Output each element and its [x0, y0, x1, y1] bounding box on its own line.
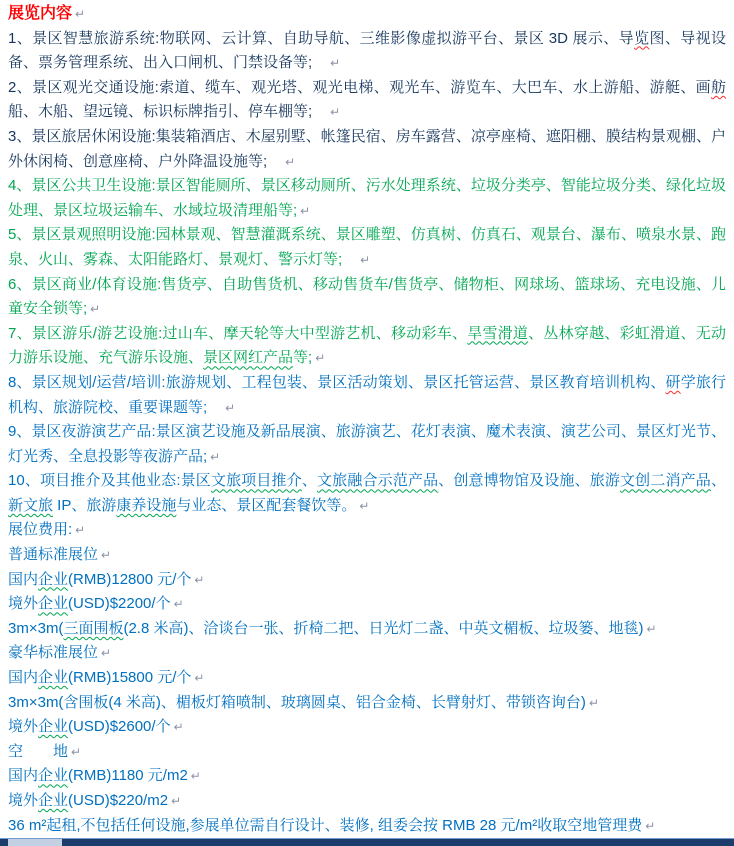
text-run: 康养设施: [116, 496, 177, 514]
raw-space-overseas-price[interactable]: [8, 789, 726, 814]
text-run: 境外: [8, 595, 39, 613]
text-run: (RMB)1180 元/m2: [68, 767, 188, 785]
deluxe-booth-overseas-price[interactable]: [8, 715, 726, 740]
list-item-10[interactable]: [8, 469, 726, 518]
text-run: 新文旅: [8, 496, 54, 514]
deluxe-booth-spec[interactable]: [8, 691, 726, 716]
text-run: 企业: [38, 570, 69, 588]
standard-booth-overseas-price[interactable]: [8, 592, 726, 617]
text-run: 6、景区商业/体育设施:售货亭、自助售货机、移动售货车/售货亭、储物柜、网球场、篮球场、充电设施、儿童安全锁等;: [8, 275, 726, 318]
text-run: 舫: [710, 78, 726, 96]
paragraph-mark: ↵: [171, 794, 182, 808]
standard-booth-domestic-price[interactable]: [8, 568, 726, 593]
text-run: 等;: [293, 349, 313, 367]
text-run: 、: [301, 472, 318, 490]
text-run: 1、景区智慧旅游系统:物联网、云计算、自助导航、三维影像虚拟游平台、景区 3D 展示、导: [8, 29, 635, 47]
text-run: 企业: [38, 792, 69, 809]
text-run: 普通标准展位: [8, 546, 99, 564]
list-item-8[interactable]: [8, 371, 726, 420]
paragraph-mark: ↵: [588, 695, 599, 710]
paragraph-mark: ↵: [194, 671, 205, 686]
bottom-window-edge: [0, 838, 734, 846]
list-item-3[interactable]: [8, 125, 726, 174]
text-run: 空 地: [8, 742, 69, 760]
text-run: 研: [665, 373, 681, 391]
list-item-9[interactable]: [8, 420, 726, 469]
text-run: 企业: [38, 595, 69, 613]
text-run: 国内: [8, 669, 39, 687]
standard-booth-spec[interactable]: [8, 617, 726, 642]
text-run: 3、景区旅居休闲设施:集装箱酒店、木屋别墅、帐篷民宿、房车露营、凉亭座椅、遮阳棚、膜结构景观棚、户外休闲椅、创意座椅、户外降温设施等;: [8, 127, 726, 170]
paragraph-mark: ↵: [173, 720, 184, 735]
text-run: 3m×3m(含围板(4 米高)、楣板灯箱喷制、玻璃圆桌、铝合金椅、长臂射灯、带锁咨询台): [8, 693, 586, 711]
text-run: 文创二消产品: [620, 472, 711, 490]
text-run: 、丛林穿越、彩虹滑道、无动力游乐设施、充气游乐设施、: [8, 324, 726, 367]
text-run: 三面围板: [63, 619, 124, 637]
list-item-7[interactable]: [8, 322, 726, 371]
paragraph-mark: ↵: [173, 597, 184, 612]
text-run: 8、景区规划/运营/培训:旅游规划、工程包装、景区活动策划、景区托管运营、景区教育培训机构、: [8, 373, 666, 391]
list-item-1[interactable]: [8, 27, 726, 76]
deluxe-booth-heading[interactable]: [8, 641, 726, 666]
paragraph-mark: ↵: [190, 769, 201, 784]
text-run: 、创意博物馆及设施、旅游: [438, 472, 621, 490]
list-item-5[interactable]: [8, 223, 726, 272]
section-title[interactable]: [8, 2, 726, 27]
paragraph-mark: ↵: [75, 523, 86, 538]
text-run: 2、景区观光交通设施:索道、缆车、观光塔、观光电梯、观光车、游览车、大巴车、水上游船、游艇、画: [8, 78, 711, 96]
text-run: 豪华标准展位: [8, 644, 99, 662]
text-run: (USD)$220/m2: [68, 792, 169, 809]
text-run: (RMB)12800 元/个: [68, 570, 192, 588]
text-run: 7、景区游乐/游艺设施:过山车、摩天轮等大中型游艺机、移动彩车、: [8, 324, 468, 342]
text-run: (USD)$2200/个: [68, 595, 171, 613]
list-item-6[interactable]: [8, 273, 726, 322]
paragraph-mark: ↵: [645, 818, 656, 833]
text-run: 文旅融合示范产品: [317, 472, 439, 490]
text-run: 境外: [8, 792, 39, 809]
paragraph-mark: ↵: [210, 449, 221, 464]
list-item-4[interactable]: [8, 174, 726, 223]
text-run: 3m×3m(: [8, 619, 64, 637]
paragraph-mark: ↵: [225, 400, 236, 415]
text-run: 9、景区夜游演艺产品:景区演艺设施及新品展演、旅游演艺、花灯表演、魔术表演、演艺公司、景区灯光节、灯光秀、全息投影等夜游产品;: [8, 423, 726, 465]
standard-booth-heading[interactable]: [8, 543, 726, 568]
paragraph-mark: ↵: [101, 646, 112, 661]
paragraph-mark: ↵: [194, 572, 205, 587]
paragraph-mark: ↵: [75, 7, 86, 21]
raw-space-note[interactable]: [8, 814, 726, 839]
text-run: 国内: [8, 570, 39, 588]
paragraph-mark: ↵: [71, 744, 82, 759]
text-run: 与业态、景区配套餐饮等。: [176, 496, 357, 514]
text-run: 5、景区景观照明设施:园林景观、智慧灌溉系统、景区雕塑、仿真树、仿真石、观景台、瀑布、喷泉水景、跑泉、火山、雾森、太阳能路灯、景观灯、警示灯等;: [8, 226, 726, 268]
text-run: 36 m²起租,不包括任何设施,参展单位需自行设计、装修, 组委会按 RMB 28 元/m²收取空地管理费: [8, 816, 643, 834]
text-run: 景区网红产品: [203, 349, 294, 367]
text-run: 企业: [38, 718, 69, 736]
text-run: 览: [634, 29, 650, 47]
text-run: 旱雪滑道: [467, 324, 529, 342]
paragraph-mark: ↵: [101, 548, 112, 563]
paragraph-mark: ↵: [360, 252, 371, 267]
raw-space-domestic-price[interactable]: [8, 764, 726, 789]
text-run: (USD)$2600/个: [68, 718, 171, 736]
text-run: 图、导视设备、票务管理系统、出入口闸机、门禁设备等;: [8, 29, 726, 72]
text-run: 4、景区公共卫生设施:景区智能厕所、景区移动厕所、污水处理系统、垃圾分类亭、智能垃圾分类、绿化垃圾处理、景区垃圾运输车、水域垃圾清理船等;: [8, 177, 726, 219]
raw-space-heading[interactable]: [8, 740, 726, 765]
text-run: 境外: [8, 718, 39, 736]
text-run: (2.8 米高)、洽谈台一张、折椅二把、日光灯二盏、中英文楣板、垃圾篓、地毯): [123, 619, 644, 637]
text-run: 国内: [8, 767, 39, 785]
paragraph-mark: ↵: [300, 203, 311, 218]
paragraph-mark: ↵: [90, 302, 101, 317]
deluxe-booth-domestic-price[interactable]: [8, 666, 726, 691]
text-run: IP、旅游: [53, 496, 117, 514]
text-run: 、: [710, 472, 726, 490]
text-run: 船、木船、望远镜、标识标牌指引、停车棚等;: [8, 103, 328, 121]
text-run: (RMB)15800 元/个: [68, 669, 192, 687]
text-run: 10、项目推介及其他业态:景区: [8, 472, 211, 490]
text-run: 文旅项目推介: [210, 472, 302, 490]
paragraph-mark: ↵: [330, 56, 341, 71]
text-run: 企业: [38, 669, 69, 687]
paragraph-mark: ↵: [330, 105, 341, 120]
horizontal-scrollbar-thumb[interactable]: [8, 839, 62, 846]
list-item-2[interactable]: [8, 76, 726, 125]
fee-heading[interactable]: [8, 518, 726, 543]
paragraph-mark: ↵: [359, 498, 370, 513]
text-run: 企业: [38, 767, 69, 785]
paragraph-mark: ↵: [315, 351, 326, 366]
text-run: 学旅行机构、旅游院校、重要课题等;: [8, 373, 726, 416]
text-run: 展位费用:: [8, 521, 73, 539]
paragraph-mark: ↵: [646, 621, 657, 636]
paragraph-mark: ↵: [285, 154, 296, 169]
text-run: 展览内容: [8, 5, 73, 22]
